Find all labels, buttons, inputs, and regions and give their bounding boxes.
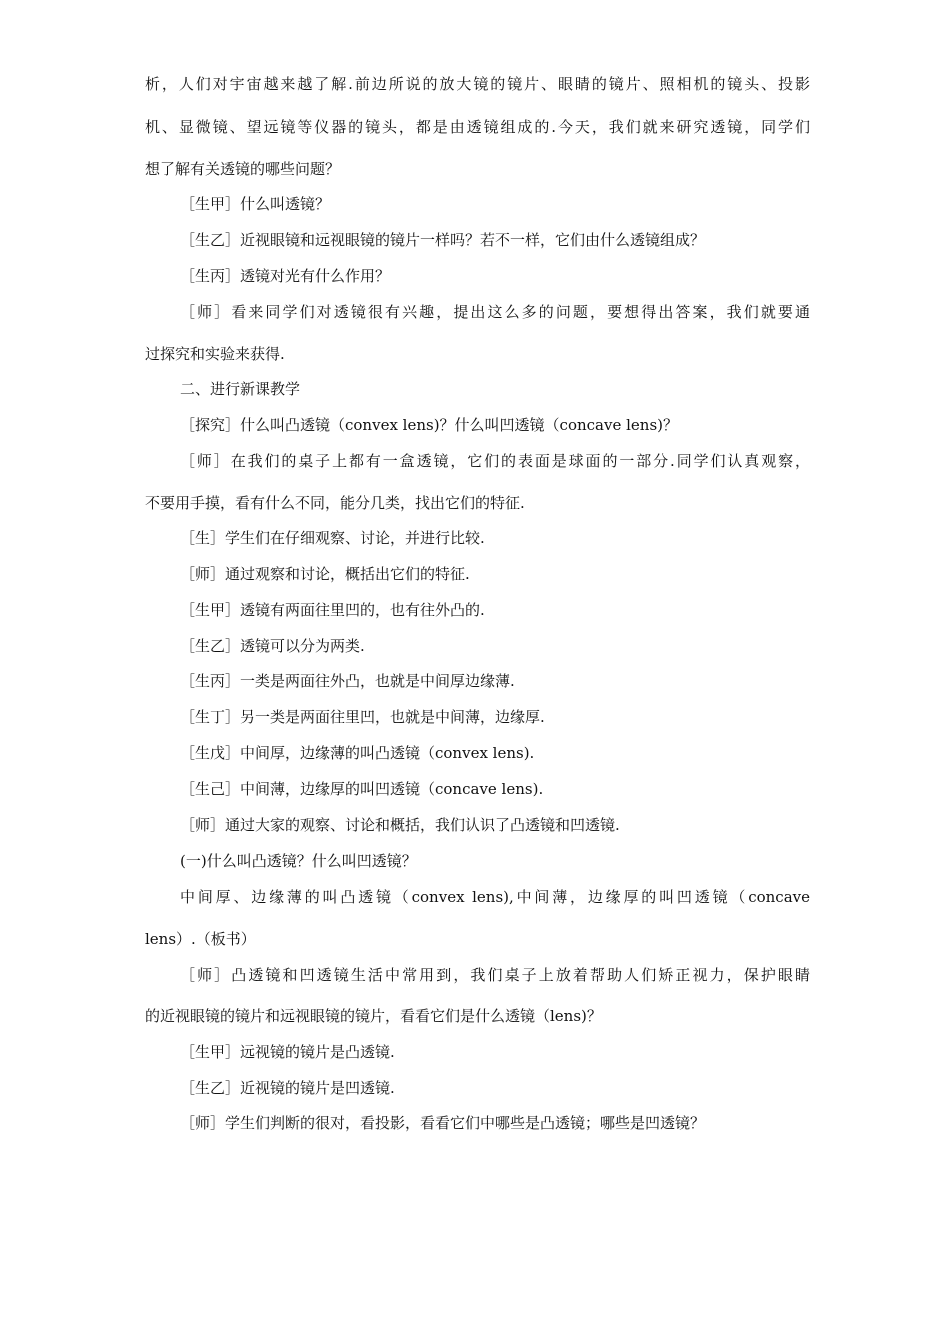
dialogue-line: ［生丙］一类是两面往外凸，也就是中间厚边缘薄. [180, 672, 515, 690]
paragraph-line: 过探究和实验来获得. [145, 345, 285, 363]
paragraph-line: 不要用手摸，看有什么不同，能分几类，找出它们的特征. [145, 494, 525, 512]
dialogue-line: ［师］通过观察和讨论，概括出它们的特征. [180, 565, 470, 583]
dialogue-line: ［生乙］近视镜的镜片是凹透镜. [180, 1079, 395, 1097]
dialogue-line: ［生］学生们在仔细观察、讨论，并进行比较. [180, 529, 485, 547]
paragraph-line: 想了解有关透镜的哪些问题？ [145, 160, 341, 178]
paragraph-line: lens）.（板书） [145, 930, 256, 948]
subsection-heading: (一)什么叫凸透镜？什么叫凹透镜？ [180, 852, 417, 870]
dialogue-line: ［师］学生们判断的很对，看投影，看看它们中哪些是凸透镜；哪些是凹透镜？ [180, 1114, 706, 1132]
paragraph-line: 中间厚、边缘薄的叫凸透镜（convex lens),中间薄，边缘厚的叫凹透镜（concave [180, 888, 810, 906]
dialogue-line: ［师］凸透镜和凹透镜生活中常用到，我们桌子上放着帮助人们矫正视力，保护眼睛 [180, 966, 810, 984]
dialogue-line: ［师］看来同学们对透镜很有兴趣，提出这么多的问题，要想得出答案，我们就要通 [180, 303, 810, 321]
paragraph-line: 机、显微镜、望远镜等仪器的镜头，都是由透镜组成的.今天，我们就来研究透镜，同学们 [145, 118, 810, 136]
dialogue-line: ［生丁］另一类是两面往里凹，也就是中间薄，边缘厚. [180, 708, 545, 726]
dialogue-line: ［生甲］透镜有两面往里凹的，也有往外凸的. [180, 601, 485, 619]
dialogue-line: ［师］通过大家的观察、讨论和概括，我们认识了凸透镜和凹透镜. [180, 816, 620, 834]
dialogue-line: ［生乙］近视眼镜和远视眼镜的镜片一样吗？若不一样，它们由什么透镜组成？ [180, 231, 706, 249]
dialogue-line: ［探究］什么叫凸透镜（convex lens)？什么叫凹透镜（concave lens)？ [180, 416, 678, 434]
paragraph-line: 的近视眼镜的镜片和远视眼镜的镜片，看看它们是什么透镜（lens)？ [145, 1007, 602, 1025]
paragraph-line: 析，人们对宇宙越来越了解.前边所说的放大镜的镜片、眼睛的镜片、照相机的镜头、投影 [145, 75, 810, 93]
dialogue-line: ［生甲］什么叫透镜？ [180, 195, 331, 213]
dialogue-line: ［生乙］透镜可以分为两类. [180, 637, 365, 655]
dialogue-line: ［生戊］中间厚，边缘薄的叫凸透镜（convex lens). [180, 744, 535, 762]
dialogue-line: ［师］在我们的桌子上都有一盒透镜，它们的表面是球面的一部分.同学们认真观察， [180, 452, 810, 470]
dialogue-line: ［生丙］透镜对光有什么作用？ [180, 267, 391, 285]
dialogue-line: ［生己］中间薄，边缘厚的叫凹透镜（concave lens). [180, 780, 544, 798]
section-heading: 二、进行新课教学 [180, 380, 301, 398]
dialogue-line: ［生甲］远视镜的镜片是凸透镜. [180, 1043, 395, 1061]
